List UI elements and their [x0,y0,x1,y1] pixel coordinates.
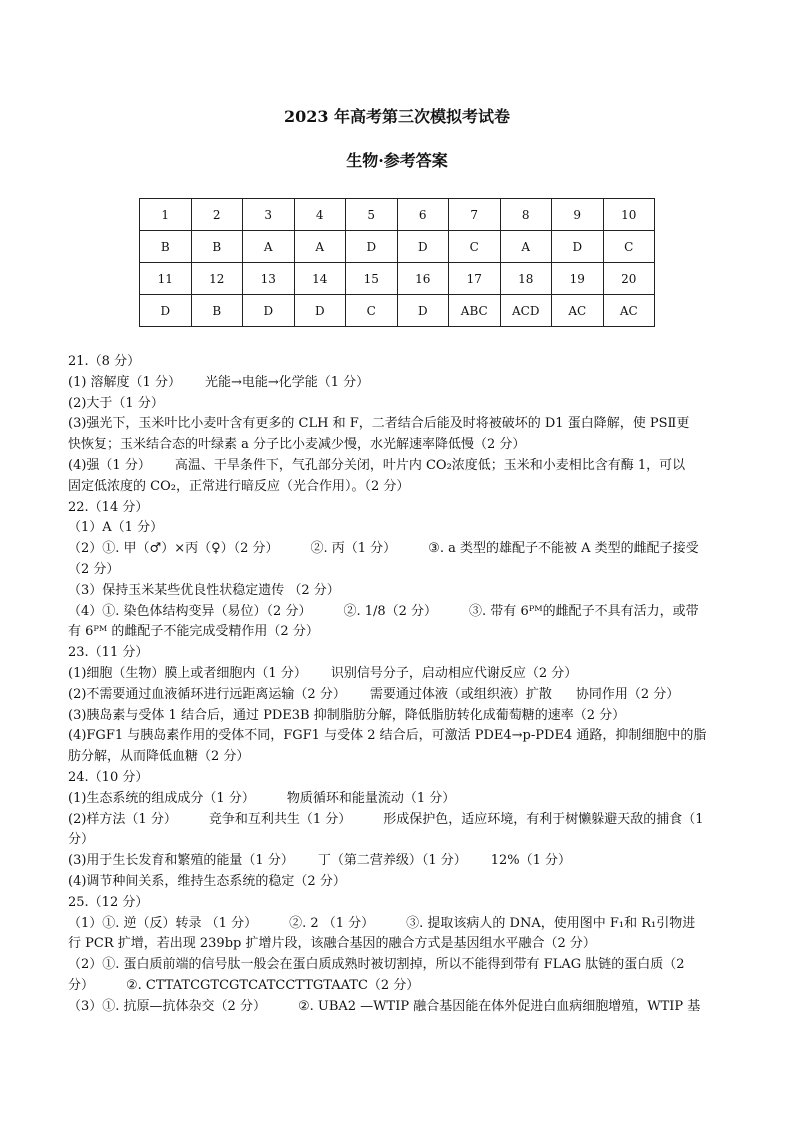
answer-text: ③. 提取该病人的 DNA，使用图中 F₁和 R₁引物进 [406,915,696,931]
table-cell: 15 [346,263,398,295]
table-cell: A [500,231,552,263]
answer-text: ②. 丙（1 分） [310,541,397,557]
answer-line: (4)调节种间关系，维持生态系统的稳定（2 分） [68,873,346,889]
answer-line: (4)FGF1 与胰岛素作用的受体不同，FGF1 与受体 2 结合后，可激活 PDE4→p-PDE4 通路，抑制细胞中的脂 [68,728,707,744]
table-cell: B [140,231,192,263]
table-cell: 14 [294,263,346,295]
answer-text: ②. 2 （1 分） [289,915,375,931]
answer-line: 快恢复；玉米结合态的叶绿素 a 分子比小麦减少慢，水光解速率降低慢（2 分） [68,437,526,453]
answer-line: (2)大于（1 分） [68,395,164,411]
table-cell: A [294,231,346,263]
page-subtitle: 生物·参考答案 [346,151,448,170]
table-cell: ACD [500,295,552,327]
table-cell: 1 [140,199,192,231]
answer-line: （3）保持玉米某些优良性状稳定遗传 （2 分） [68,582,340,598]
answer-text: （3）①. 抗原—抗体杂交（2 分） [68,998,266,1014]
table-cell: 16 [397,263,449,295]
answer-text: （1）①. 逆（反）转录 （1 分） [68,915,258,931]
table-row [140,231,655,263]
answer-text: (1) 溶解度（1 分） [68,374,181,390]
table-row [140,263,655,295]
table-cell: B [191,231,243,263]
table-cell: 12 [191,263,243,295]
table-cell: 7 [449,199,501,231]
answer-line [68,914,724,935]
table-cell: 19 [552,263,604,295]
answer-text: 竞争和互利共生（1 分） [208,811,352,827]
question-heading: 22.（14 分） [68,499,149,515]
table-cell: 3 [243,199,295,231]
answer-explanations [68,352,724,1018]
answer-line [68,810,724,831]
answer-text: (2)样方法（1 分） [68,811,177,827]
answer-line [68,685,724,706]
table-cell: D [397,295,449,327]
answer-line [68,539,724,560]
answer-text: 光能→电能→化学能（1 分） [204,374,370,390]
table-cell: 11 [140,263,192,295]
answer-line: 分） [68,832,95,848]
answer-text: (1)生态系统的组成成分（1 分） [68,790,255,806]
table-cell: 6 [397,199,449,231]
table-row [140,199,655,231]
answer-line: 有 6ᴾᴹ 的雌配子不能完成受精作用（2 分） [68,624,319,640]
question-heading: 21.（8 分） [68,354,141,369]
answer-line: （1）A（1 分） [68,520,164,536]
answer-text: ③. 带有 6ᴾᴹ的雌配子不具有活力，或带 [469,603,699,619]
table-cell: A [243,231,295,263]
answer-text: 识别信号分子，启动相应代谢反应（2 分） [330,665,578,681]
answer-line [68,851,724,872]
answer-text: ②. UBA2 —WTIP 融合基因能在体外促进白血病细胞增殖，WTIP 基 [297,998,701,1014]
table-cell: 2 [191,199,243,231]
table-cell: D [243,295,295,327]
question-heading: 23.（11 分） [68,645,149,661]
table-cell: D [294,295,346,327]
answer-line: (3)强光下，玉米叶比小麦叶含有更多的 CLH 和 F，二者结合后能及时将被破坏的 D1 蛋白降解，使 PSⅡ更 [68,416,690,432]
answer-line [68,789,724,810]
table-cell: D [552,231,604,263]
answer-text: 12%（1 分） [490,853,572,869]
answer-line: 固定低浓度的 CO₂，正常进行暗反应（光合作用）。（2 分） [68,478,410,494]
answer-line [68,997,724,1018]
answer-text: ③. a 类型的雄配子不能被 A 类型的雌配子接受 [428,541,699,557]
table-cell: B [191,295,243,327]
table-cell: 5 [346,199,398,231]
answer-line [68,976,724,997]
answer-text: ②. 1/8（2 分） [343,603,438,619]
answer-text: 需要通过体液（或组织液）扩散 [369,686,552,702]
answer-text: 形成保护色，适应环境，有利于树懒躲避天敌的捕食（1 [383,811,704,827]
table-cell: 20 [603,263,655,295]
answer-text: ②. CTTATCGTCGTCATCCTTGTAATC（2 分） [126,977,420,993]
answer-text: 物质循环和能量流动（1 分） [286,790,456,806]
answer-line [68,456,724,477]
answer-line [68,602,724,623]
table-cell: 13 [243,263,295,295]
answer-text: (1)细胞（生物）膜上或者细胞内（1 分） [68,665,307,681]
answer-text: （2）①. 甲（♂）×丙（♀）（2 分） [68,541,279,557]
answer-line: 肪分解，从而降低血糖（2 分） [68,749,250,765]
table-cell: ABC [449,295,501,327]
answer-line [68,373,724,394]
table-cell: C [603,231,655,263]
answer-text: （4）①. 染色体结构变异（易位）（2 分） [68,603,312,619]
table-cell: 17 [449,263,501,295]
table-cell: 9 [552,199,604,231]
table-cell: 8 [500,199,552,231]
table-cell: C [346,295,398,327]
answer-line: （2 分） [68,561,120,577]
answer-text: 丁（第二营养级）（1 分） [317,853,467,869]
answer-line: (3)胰岛素与受体 1 结合后，通过 PDE3B 抑制脂肪分解，降低脂肪转化成葡萄糖的速率（2 分） [68,707,626,723]
answer-text: 分） [68,977,95,993]
table-cell: 10 [603,199,655,231]
table-cell: AC [603,295,655,327]
answer-text: (2)不需要通过血液循环进行远距离运输（2 分） [68,686,346,702]
table-cell: D [140,295,192,327]
table-cell: D [397,231,449,263]
answer-line: （2）①. 蛋白质前端的信号肽一般会在蛋白质成熟时被切割掉，所以不能得到带有 FLAG 肽链的蛋白质（2 [68,957,685,973]
answer-text: (3)用于生长发育和繁殖的能量（1 分） [68,853,294,869]
question-heading: 25.（12 分） [68,894,149,910]
answer-text: (4)强（1 分） [68,457,151,473]
answer-text: 协同作用（2 分） [575,686,680,702]
answer-line [68,664,724,685]
answer-text: 高温、干旱条件下，气孔部分关闭，叶片内 CO₂浓度低；玉米和小麦相比含有酶 1，可以 [174,457,686,473]
page-title: 2023 年高考第三次模拟考试卷 [283,107,511,126]
answer-line: 行 PCR 扩增，若出现 239bp 扩增片段，该融合基因的融合方式是基因组水平融合（2 分） [68,936,596,952]
table-row [140,295,655,327]
table-cell: AC [552,295,604,327]
question-heading: 24.（10 分） [68,769,149,785]
answer-table [139,198,655,327]
table-cell: D [346,231,398,263]
table-cell: C [449,231,501,263]
table-cell: 4 [294,199,346,231]
table-cell: 18 [500,263,552,295]
